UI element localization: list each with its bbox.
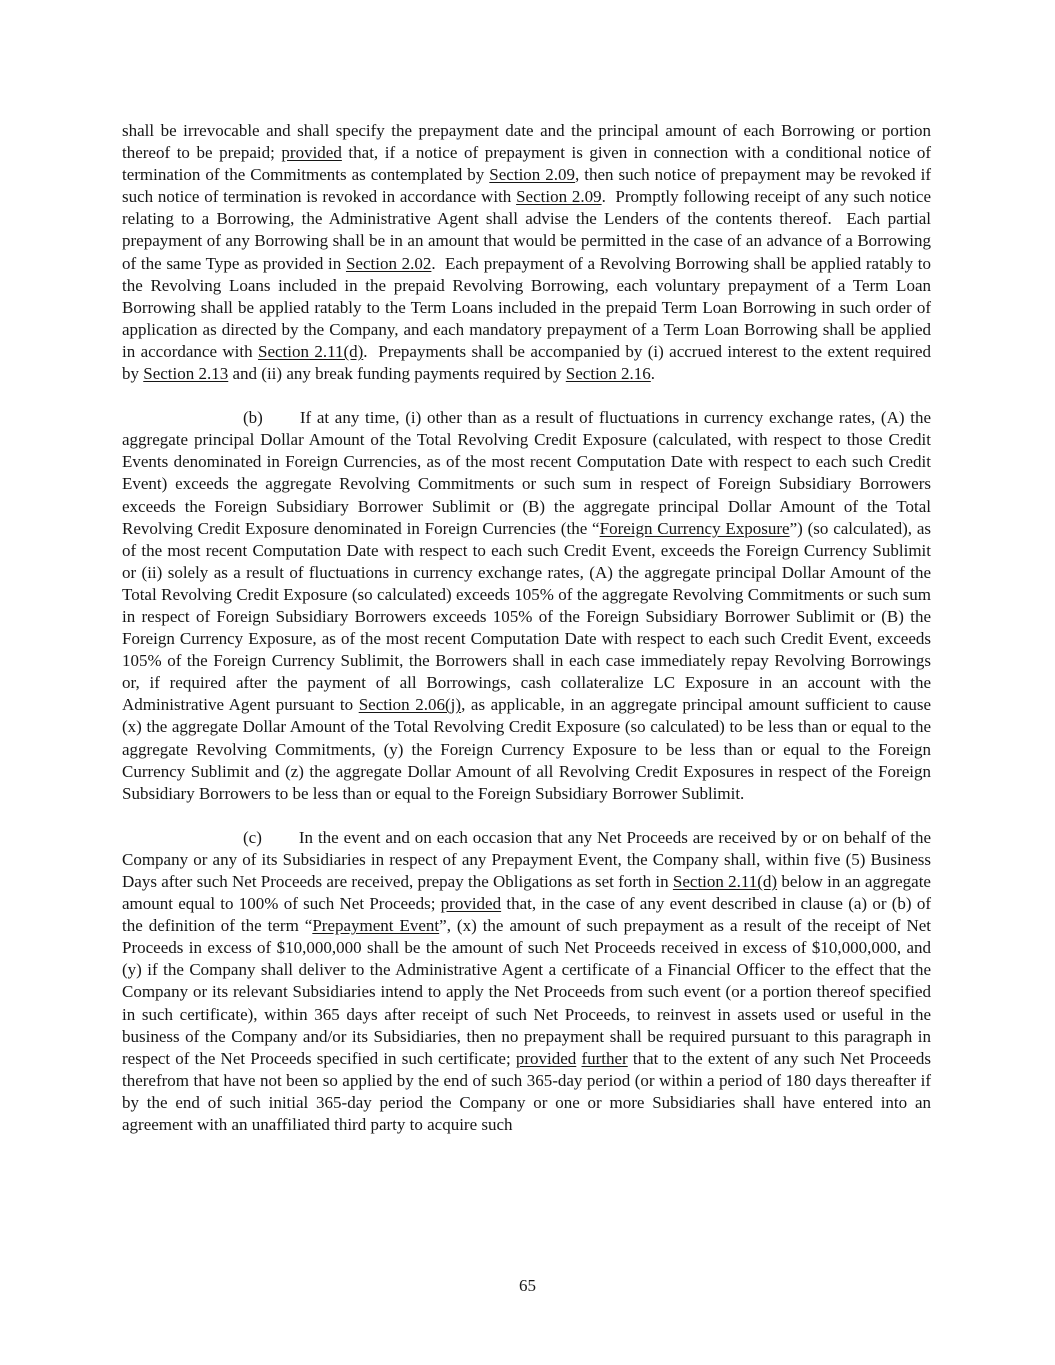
text-run: . <box>650 364 656 384</box>
underlined-term: Section 2.16 <box>565 364 651 384</box>
underlined-term: Section 2.11(d) <box>257 341 364 361</box>
underlined-term: provided <box>281 143 342 163</box>
text-run: In the event and on each occasion that any Net Proceeds are received by or on behalf of the Company or any of its Subsidiaries in respect of any Prepayment Event, the Company shall, within five (5) Business Days after such Net Proceeds are received, prepay the Obligations as set forth in <box>122 827 931 891</box>
underlined-term: Section 2.09 <box>489 165 576 185</box>
text-run: , as applicable, in an aggregate principal amount sufficient to cause (x) the aggregate Dollar Amount of the Total Revolving Credit Exposure (so calculated) to be less than or equal to the aggregate Revolving Commitments, (y) the Foreign Currency Exposure to be less than or equal to the Foreign Currency Sublimit and (z) the aggregate Dollar Amount of all Revolving Credit Exposures in respect of the Foreign Subsidiary Borrowers to be less than or equal to the Foreign Subsidiary Borrower Sublimit. <box>122 695 931 803</box>
text-run: ”) (so calculated), as of the most recent Computation Date with respect to each such Credit Event, exceeds the Foreign Currency Sublimit or (ii) solely as a result of fluctuations in currency exchange rates, (A) the aggregate principal Dollar Amount of the Total Revolving Credit Exposure (so calculated) exceeds 105% of the aggregate Revolving Commitments or such sum in respect of Foreign Subsidiary Borrowers exceeds 105% of the Foreign Subsidiary Borrower Sublimit or (B) the Foreign Currency Exposure, as of the most recent Computation Date with respect to each such Credit Event, exceeds 105% of the Foreign Currency Sublimit, the Borrowers shall in each case immediately repay Revolving Borrowings or, if required after the payment of all Borrowings, cash collateralize LC Exposure in an account with the Administrative Agent pursuant to <box>122 518 932 715</box>
text-run: below in an aggregate amount equal to 100% of such Net Proceeds; <box>122 872 931 914</box>
underlined-term: Section 2.13 <box>143 364 229 384</box>
page-body <box>122 120 931 1158</box>
text-run: (c) <box>243 827 262 847</box>
text-run: that, if a notice of prepayment is given in connection with a conditional notice of termination of the Commitments as contemplated by <box>122 143 931 185</box>
underlined-term: Foreign Currency Exposure <box>599 518 790 538</box>
underlined-term: Prepayment Event <box>312 916 440 936</box>
text-run: ”, (x) the amount of such prepayment as a result of the receipt of Net Proceeds in excess of $10,000,000 shall be the amount of such Net Proceeds received in excess of $10,000,000, and (y) if the Company shall deliver to the Administrative Agent a certificate of a Financial Officer to the effect that the Company or its relevant Subsidiaries intend to apply the Net Proceeds from such event (or a portion thereof specified in such certificate), within 365 days after receipt of such Net Proceeds, to reinvest in assets used or useful in the business of the Company and/or its Subsidiaries, then no prepayment shall be required pursuant to this paragraph in respect of the Net Proceeds specified in such certificate; <box>122 916 931 1068</box>
paragraph-b <box>122 407 931 805</box>
text-run: . Prepayments shall be accompanied by (i) accrued interest to the extent required by <box>122 341 932 384</box>
text-run: , then such notice of prepayment may be revoked if such notice of termination is revoked in accordance with <box>122 165 931 207</box>
text-run: that, in the case of any event described in clause (a) or (b) of the definition of the term “ <box>122 894 931 936</box>
text-run: If at any time, (i) other than as a result of fluctuations in currency exchange rates, (A) the aggregate principal Dollar Amount of the Total Revolving Credit Exposure (calculated, with respect to those Credit Events denominated in Foreign Currencies, as of the most recent Computation Date with respect to each such Credit Event) exceeds the aggregate Revolving Commitments or such sum in respect of Foreign Subsidiary Borrowers exceeds the Foreign Subsidiary Borrower Sublimit or (B) the aggregate principal Dollar Amount of the Total Revolving Credit Exposure denominated in Foreign Currencies (the “ <box>122 408 931 538</box>
text-run: (b) <box>243 408 263 428</box>
text-run: . Promptly following receipt of any such notice relating to a Borrowing, the Administrative Agent shall advise the Lenders of the contents thereof. Each partial prepayment of any Borrowing shall be in an amount that would be permitted in the case of an advance of a Borrowing of the same Type as provided in <box>122 187 931 273</box>
paragraph-c <box>122 827 931 1136</box>
text-run: . Each prepayment of a Revolving Borrowing shall be applied ratably to the Revolving Loans included in the prepaid Revolving Borrowing, each voluntary prepayment of a Term Loan Borrowing shall be applied ratably to the Term Loans included in the prepaid Term Loan Borrowing in such order of application as directed by the Company, and each mandatory prepayment of a Term Loan Borrowing shall be applied in accordance with <box>122 253 932 361</box>
underlined-term: Section 2.06(j) <box>358 695 462 715</box>
underlined-term: provided <box>440 894 502 914</box>
text-run: that to the extent of any such Net Proceeds therefrom that have not been so applied by the end of such 365-day period (or within a period of 180 days thereafter if by the end of such initial 365-day period the Company or one or more Subsidiaries shall have entered into an agreement with an unaffiliated third party to acquire such <box>122 1048 932 1135</box>
underlined-term: Section 2.09 <box>516 187 602 207</box>
underlined-term: Section 2.11(d) <box>672 872 778 891</box>
text-run: and (ii) any break funding payments required by <box>228 364 566 384</box>
paragraph-continuation <box>122 120 931 385</box>
underlined-term: Section 2.02 <box>345 253 432 273</box>
underlined-term: further <box>581 1048 628 1068</box>
page-number: 65 <box>519 1276 536 1295</box>
underlined-term: provided <box>515 1048 577 1068</box>
text-run: shall be irrevocable and shall specify the prepayment date and the principal amount of each Borrowing or portion thereof to be prepaid; <box>122 121 931 163</box>
